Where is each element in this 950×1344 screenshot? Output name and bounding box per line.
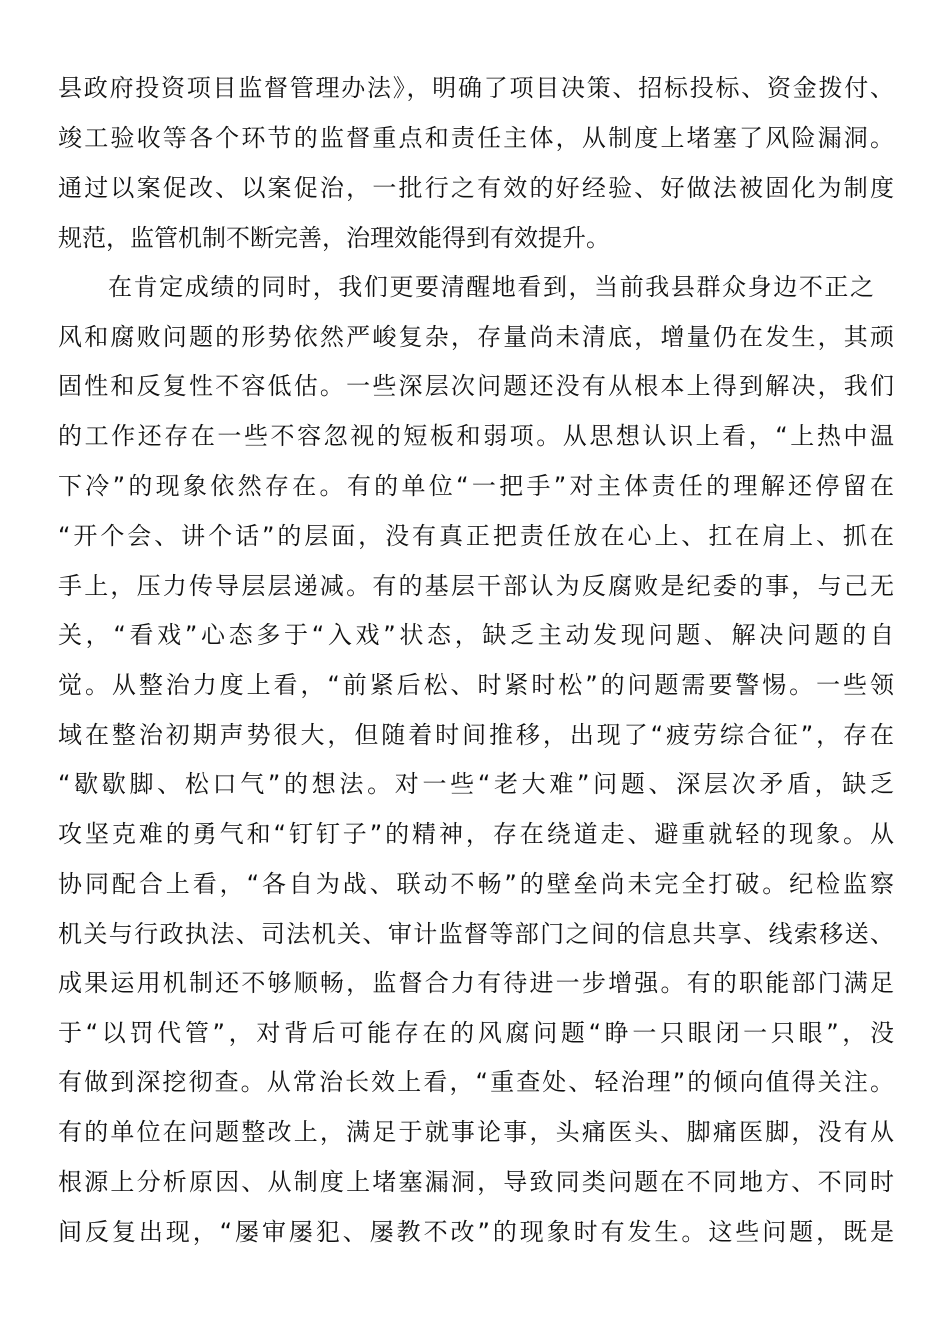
text-line: 机关与行政执法、司法机关、审计监督等部门之间的信息共享、线索移送、 bbox=[58, 920, 894, 948]
text-line: 竣工验收等各个环节的监督重点和责任主体，从制度上堵塞了风险漏洞。 bbox=[58, 124, 894, 152]
text-line: 成果运用机制还不够顺畅，监督合力有待进一步增强。有的职能部门满足 bbox=[58, 969, 894, 997]
text-line: 协同配合上看，“各自为战、联动不畅”的壁垒尚未完全打破。纪检监察 bbox=[58, 870, 894, 898]
text-line: 有的单位在问题整改上，满足于就事论事，头痛医头、脚痛医脚，没有从 bbox=[58, 1118, 894, 1146]
text-line: 县政府投资项目监督管理办法》，明确了项目决策、招标投标、资金拨付、 bbox=[58, 74, 894, 102]
text-line: 下冷”的现象依然存在。有的单位“一把手”对主体责任的理解还停留在 bbox=[58, 472, 894, 500]
text-line: 风和腐败问题的形势依然严峻复杂，存量尚未清底，增量仍在发生，其顽 bbox=[58, 323, 894, 351]
text-line: “开个会、讲个话”的层面，没有真正把责任放在心上、扛在肩上、抓在 bbox=[58, 522, 894, 550]
text-line: 固性和反复性不容低估。一些深层次问题还没有从根本上得到解决，我们 bbox=[58, 372, 894, 400]
text-line: 根源上分析原因、从制度上堵塞漏洞，导致同类问题在不同地方、不同时 bbox=[58, 1168, 894, 1196]
text-line: 域在整治初期声势很大，但随着时间推移，出现了“疲劳综合征”，存在 bbox=[58, 721, 894, 749]
text-line: 攻坚克难的勇气和“钉钉子”的精神，存在绕道走、避重就轻的现象。从 bbox=[58, 820, 894, 848]
text-line: 关，“看戏”心态多于“入戏”状态，缺乏主动发现问题、解决问题的自 bbox=[58, 621, 894, 649]
text-line: 的工作还存在一些不容忽视的短板和弱项。从思想认识上看，“上热中温 bbox=[58, 422, 894, 450]
text-line: 通过以案促改、以案促治，一批行之有效的好经验、好做法被固化为制度 bbox=[58, 174, 894, 202]
text-line: 规范，监管机制不断完善，治理效能得到有效提升。 bbox=[58, 224, 610, 252]
text-line: 间反复出现，“屡审屡犯、屡教不改”的现象时有发生。这些问题，既是 bbox=[58, 1218, 894, 1246]
text-line: 觉。从整治力度上看，“前紧后松、时紧时松”的问题需要警惕。一些领 bbox=[58, 671, 894, 699]
paragraph-first-line: 在肯定成绩的同时，我们更要清醒地看到，当前我县群众身边不正之 bbox=[108, 273, 874, 301]
text-line: 于“以罚代管”，对背后可能存在的风腐问题“睁一只眼闭一只眼”，没 bbox=[58, 1019, 894, 1047]
text-line: 手上，压力传导层层递减。有的基层干部认为反腐败是纪委的事，与己无 bbox=[58, 572, 894, 600]
text-line: “歇歇脚、松口气”的想法。对一些“老大难”问题、深层次矛盾，缺乏 bbox=[58, 770, 894, 798]
text-line: 有做到深挖彻查。从常治长效上看，“重查处、轻治理”的倾向值得关注。 bbox=[58, 1068, 894, 1096]
